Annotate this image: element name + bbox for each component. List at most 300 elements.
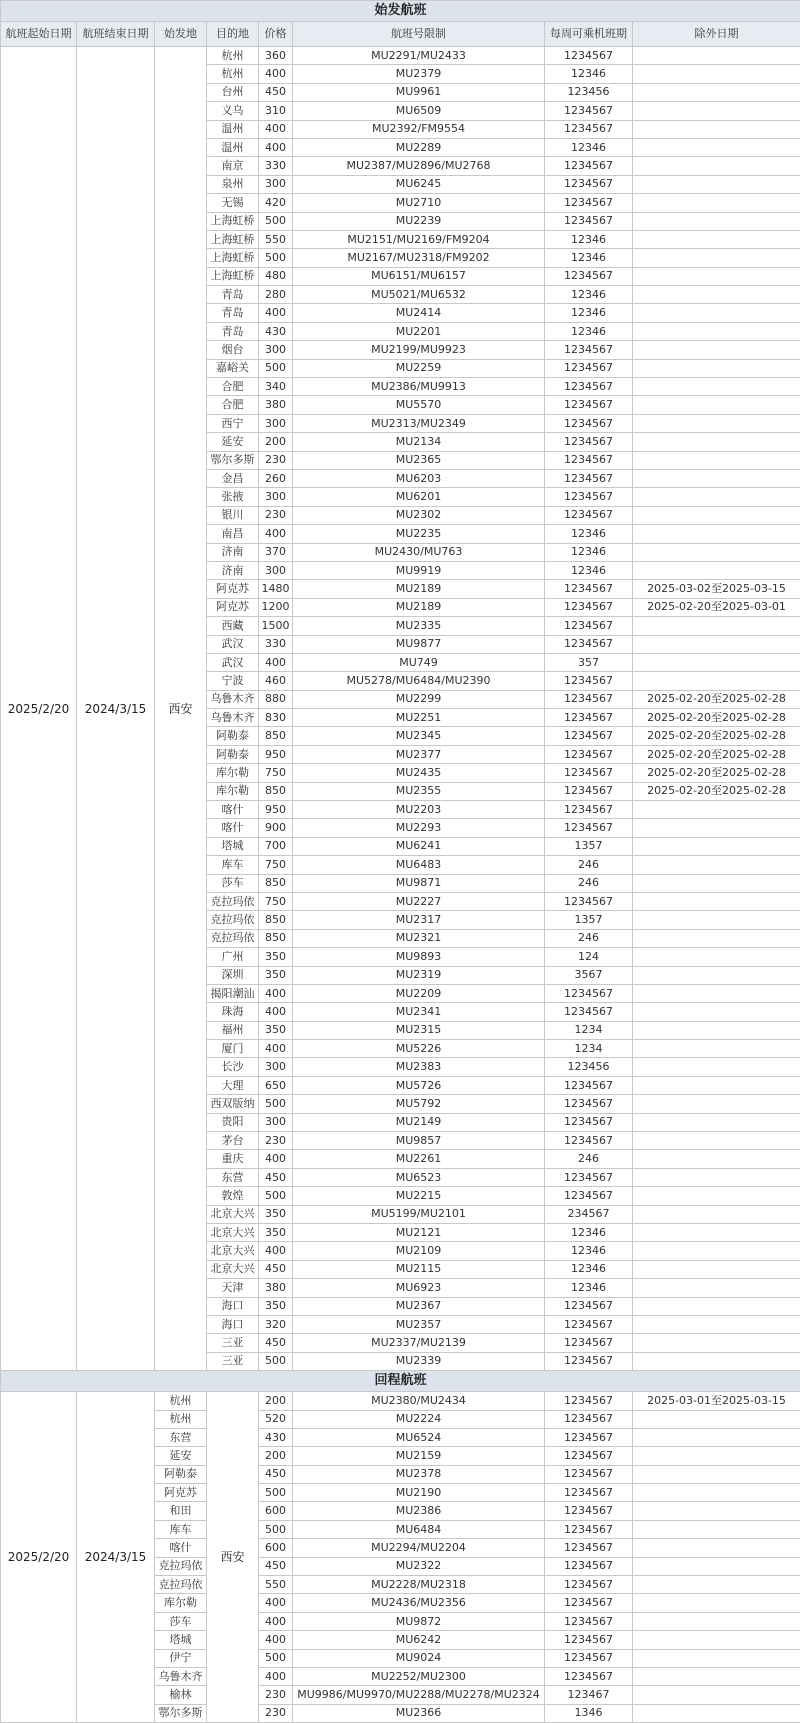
flight-number-cell: MU5570 <box>293 396 545 414</box>
weekly-schedule-cell: 1234567 <box>545 801 633 819</box>
flight-number-cell: MU2341 <box>293 1003 545 1021</box>
price-cell: 430 <box>259 1428 293 1446</box>
price-cell: 360 <box>259 47 293 65</box>
price-cell: 230 <box>259 1704 293 1722</box>
destination-cell: 宁波 <box>207 672 259 690</box>
weekly-schedule-cell: 1234567 <box>545 819 633 837</box>
price-cell: 880 <box>259 690 293 708</box>
weekly-schedule-cell: 1234567 <box>545 488 633 506</box>
price-cell: 230 <box>259 506 293 524</box>
excluded-dates-cell <box>633 929 800 947</box>
destination-cell: 西双版纳 <box>207 1095 259 1113</box>
excluded-dates-cell: 2025-03-01至2025-03-15 <box>633 1392 800 1410</box>
excluded-dates-cell <box>633 672 800 690</box>
destination-cell: 北京大兴 <box>207 1242 259 1260</box>
excluded-dates-cell <box>633 488 800 506</box>
price-cell: 400 <box>259 1040 293 1058</box>
price-cell: 850 <box>259 782 293 800</box>
weekly-schedule-cell: 1234567 <box>545 157 633 175</box>
weekly-schedule-cell: 1234567 <box>545 1003 633 1021</box>
weekly-schedule-cell: 12346 <box>545 230 633 248</box>
destination-cell: 武汉 <box>207 653 259 671</box>
flight-number-cell: MU2261 <box>293 1150 545 1168</box>
price-cell: 450 <box>259 1260 293 1278</box>
excluded-dates-cell <box>633 1021 800 1039</box>
destination-cell: 青岛 <box>207 286 259 304</box>
return-origin-cell: 喀什 <box>155 1539 207 1557</box>
weekly-schedule-cell: 1234567 <box>545 212 633 230</box>
price-cell: 300 <box>259 341 293 359</box>
excluded-dates-cell <box>633 1557 800 1575</box>
flight-number-cell: MU2355 <box>293 782 545 800</box>
price-cell: 950 <box>259 745 293 763</box>
excluded-dates-cell <box>633 911 800 929</box>
return-origin-cell: 杭州 <box>155 1410 207 1428</box>
weekly-schedule-cell: 1234567 <box>545 1410 633 1428</box>
price-cell: 420 <box>259 194 293 212</box>
weekly-schedule-cell: 1234567 <box>545 672 633 690</box>
excluded-dates-cell: 2025-02-20至2025-02-28 <box>633 690 800 708</box>
price-cell: 280 <box>259 286 293 304</box>
destination-cell: 温州 <box>207 138 259 156</box>
flight-number-cell: MU6523 <box>293 1168 545 1186</box>
flight-number-cell: MU2115 <box>293 1260 545 1278</box>
price-cell: 500 <box>259 1095 293 1113</box>
flight-number-cell: MU9857 <box>293 1132 545 1150</box>
excluded-dates-cell <box>633 1428 800 1446</box>
destination-cell: 青岛 <box>207 304 259 322</box>
flight-number-cell: MU2199/MU9923 <box>293 341 545 359</box>
price-cell: 310 <box>259 102 293 120</box>
excluded-dates-cell <box>633 1076 800 1094</box>
excluded-dates-cell <box>633 1187 800 1205</box>
header-origin: 始发地 <box>155 22 207 47</box>
price-cell: 500 <box>259 1187 293 1205</box>
flight-number-cell: MU2239 <box>293 212 545 230</box>
flight-number-cell: MU5199/MU2101 <box>293 1205 545 1223</box>
excluded-dates-cell <box>633 1113 800 1131</box>
excluded-dates-cell <box>633 635 800 653</box>
price-cell: 230 <box>259 1132 293 1150</box>
excluded-dates-cell <box>633 1686 800 1704</box>
price-cell: 230 <box>259 451 293 469</box>
flight-number-cell: MU2387/MU2896/MU2768 <box>293 157 545 175</box>
flight-number-cell: MU2339 <box>293 1352 545 1370</box>
flight-number-cell: MU6241 <box>293 837 545 855</box>
destination-cell: 西藏 <box>207 617 259 635</box>
weekly-schedule-cell: 12346 <box>545 1224 633 1242</box>
flight-number-cell: MU2345 <box>293 727 545 745</box>
destination-cell: 张掖 <box>207 488 259 506</box>
price-cell: 480 <box>259 267 293 285</box>
flight-number-cell: MU2315 <box>293 1021 545 1039</box>
excluded-dates-cell <box>633 1502 800 1520</box>
outbound-end-date: 2024/3/15 <box>77 47 155 1371</box>
price-cell: 450 <box>259 83 293 101</box>
destination-cell: 杭州 <box>207 47 259 65</box>
weekly-schedule-cell: 1234567 <box>545 102 633 120</box>
excluded-dates-cell <box>633 966 800 984</box>
weekly-schedule-cell: 1234567 <box>545 1447 633 1465</box>
return-section-header <box>1 1371 800 1392</box>
flight-number-cell: MU2322 <box>293 1557 545 1575</box>
price-cell: 230 <box>259 1686 293 1704</box>
flight-number-cell: MU2134 <box>293 433 545 451</box>
flight-number-cell: MU2224 <box>293 1410 545 1428</box>
destination-cell: 大理 <box>207 1076 259 1094</box>
destination-cell: 上海虹桥 <box>207 267 259 285</box>
flight-number-cell: MU2319 <box>293 966 545 984</box>
excluded-dates-cell <box>633 819 800 837</box>
excluded-dates-cell <box>633 1576 800 1594</box>
excluded-dates-cell <box>633 1594 800 1612</box>
weekly-schedule-cell: 1234567 <box>545 1576 633 1594</box>
weekly-schedule-cell: 1234567 <box>545 396 633 414</box>
price-cell: 350 <box>259 1205 293 1223</box>
price-cell: 380 <box>259 1279 293 1297</box>
price-cell: 900 <box>259 819 293 837</box>
weekly-schedule-cell: 1234567 <box>545 690 633 708</box>
destination-cell: 茅台 <box>207 1132 259 1150</box>
weekly-schedule-cell: 1234567 <box>545 617 633 635</box>
excluded-dates-cell <box>633 378 800 396</box>
weekly-schedule-cell: 12346 <box>545 304 633 322</box>
flight-number-cell: MU6483 <box>293 856 545 874</box>
excluded-dates-cell: 2025-02-20至2025-02-28 <box>633 727 800 745</box>
price-cell: 370 <box>259 543 293 561</box>
destination-cell: 北京大兴 <box>207 1260 259 1278</box>
weekly-schedule-cell: 1234567 <box>545 506 633 524</box>
excluded-dates-cell <box>633 1520 800 1538</box>
destination-cell: 上海虹桥 <box>207 212 259 230</box>
destination-cell: 揭阳潮汕 <box>207 984 259 1002</box>
excluded-dates-cell <box>633 304 800 322</box>
return-origin-cell: 延安 <box>155 1447 207 1465</box>
outbound-start-date: 2025/2/20 <box>1 47 77 1371</box>
flight-number-cell: MU9024 <box>293 1649 545 1667</box>
weekly-schedule-cell: 123467 <box>545 1686 633 1704</box>
return-origin-cell: 克拉玛依 <box>155 1557 207 1575</box>
column-header-row <box>1 22 800 47</box>
weekly-schedule-cell: 1234567 <box>545 378 633 396</box>
excluded-dates-cell <box>633 506 800 524</box>
price-cell: 460 <box>259 672 293 690</box>
price-cell: 520 <box>259 1410 293 1428</box>
excluded-dates-cell <box>633 1168 800 1186</box>
excluded-dates-cell <box>633 267 800 285</box>
price-cell: 200 <box>259 1447 293 1465</box>
price-cell: 500 <box>259 359 293 377</box>
weekly-schedule-cell: 1234567 <box>545 267 633 285</box>
price-cell: 600 <box>259 1502 293 1520</box>
price-cell: 400 <box>259 1594 293 1612</box>
weekly-schedule-cell: 357 <box>545 653 633 671</box>
weekly-schedule-cell: 1234567 <box>545 1095 633 1113</box>
flight-number-cell: MU2430/MU763 <box>293 543 545 561</box>
weekly-schedule-cell: 1234567 <box>545 194 633 212</box>
price-cell: 430 <box>259 322 293 340</box>
weekly-schedule-cell: 1234567 <box>545 635 633 653</box>
excluded-dates-cell <box>633 653 800 671</box>
excluded-dates-cell <box>633 617 800 635</box>
weekly-schedule-cell: 1234567 <box>545 1113 633 1131</box>
destination-cell: 合肥 <box>207 378 259 396</box>
weekly-schedule-cell: 1234567 <box>545 1187 633 1205</box>
header-weekly-schedule: 每周可乘机班期 <box>545 22 633 47</box>
flight-number-cell: MU6245 <box>293 175 545 193</box>
destination-cell: 延安 <box>207 433 259 451</box>
price-cell: 300 <box>259 414 293 432</box>
excluded-dates-cell <box>633 102 800 120</box>
excluded-dates-cell <box>633 249 800 267</box>
excluded-dates-cell <box>633 1447 800 1465</box>
price-cell: 500 <box>259 1352 293 1370</box>
return-end-date: 2024/3/15 <box>77 1392 155 1723</box>
weekly-schedule-cell: 1234567 <box>545 47 633 65</box>
flight-number-cell: MU2149 <box>293 1113 545 1131</box>
destination-cell: 北京大兴 <box>207 1224 259 1242</box>
price-cell: 750 <box>259 892 293 910</box>
excluded-dates-cell <box>633 341 800 359</box>
flight-number-cell: MU2380/MU2434 <box>293 1392 545 1410</box>
destination-cell: 海口 <box>207 1315 259 1333</box>
excluded-dates-cell <box>633 1224 800 1242</box>
return-section-title: 回程航班 <box>1 1371 800 1392</box>
weekly-schedule-cell: 12346 <box>545 65 633 83</box>
excluded-dates-cell <box>633 1003 800 1021</box>
price-cell: 750 <box>259 856 293 874</box>
flight-number-cell: MU2710 <box>293 194 545 212</box>
price-cell: 200 <box>259 433 293 451</box>
price-cell: 550 <box>259 1576 293 1594</box>
destination-cell: 重庆 <box>207 1150 259 1168</box>
destination-cell: 敦煌 <box>207 1187 259 1205</box>
destination-cell: 海口 <box>207 1297 259 1315</box>
weekly-schedule-cell: 1234567 <box>545 1297 633 1315</box>
flight-number-cell: MU2167/MU2318/FM9202 <box>293 249 545 267</box>
destination-cell: 库尔勒 <box>207 764 259 782</box>
destination-cell: 三亚 <box>207 1334 259 1352</box>
price-cell: 350 <box>259 966 293 984</box>
return-origin-cell: 鄂尔多斯 <box>155 1704 207 1722</box>
destination-cell: 台州 <box>207 83 259 101</box>
weekly-schedule-cell: 1234567 <box>545 984 633 1002</box>
destination-cell: 天津 <box>207 1279 259 1297</box>
flight-number-cell: MU6151/MU6157 <box>293 267 545 285</box>
flight-number-cell: MU9986/MU9970/MU2288/MU2278/MU2324 <box>293 1686 545 1704</box>
weekly-schedule-cell: 246 <box>545 1150 633 1168</box>
destination-cell: 青岛 <box>207 322 259 340</box>
flight-number-cell: MU2365 <box>293 451 545 469</box>
weekly-schedule-cell: 1234567 <box>545 1649 633 1667</box>
weekly-schedule-cell: 1234567 <box>545 764 633 782</box>
flight-number-cell: MU2251 <box>293 709 545 727</box>
weekly-schedule-cell: 1234567 <box>545 120 633 138</box>
return-origin-cell: 榆林 <box>155 1686 207 1704</box>
price-cell: 350 <box>259 1224 293 1242</box>
price-cell: 1500 <box>259 617 293 635</box>
return-origin-cell: 塔城 <box>155 1631 207 1649</box>
destination-cell: 银川 <box>207 506 259 524</box>
weekly-schedule-cell: 1234567 <box>545 1168 633 1186</box>
destination-cell: 义乌 <box>207 102 259 120</box>
flight-number-cell: MU2227 <box>293 892 545 910</box>
weekly-schedule-cell: 12346 <box>545 138 633 156</box>
excluded-dates-cell <box>633 230 800 248</box>
flight-number-cell: MU2302 <box>293 506 545 524</box>
excluded-dates-cell <box>633 286 800 304</box>
excluded-dates-cell <box>633 451 800 469</box>
flight-number-cell: MU2228/MU2318 <box>293 1576 545 1594</box>
price-cell: 400 <box>259 304 293 322</box>
weekly-schedule-cell: 1234567 <box>545 341 633 359</box>
price-cell: 340 <box>259 378 293 396</box>
excluded-dates-cell <box>633 1539 800 1557</box>
weekly-schedule-cell: 12346 <box>545 525 633 543</box>
destination-cell: 阿勒泰 <box>207 745 259 763</box>
destination-cell: 西宁 <box>207 414 259 432</box>
price-cell: 850 <box>259 874 293 892</box>
header-price: 价格 <box>259 22 293 47</box>
destination-cell: 阿克苏 <box>207 580 259 598</box>
price-cell: 350 <box>259 1297 293 1315</box>
price-cell: 400 <box>259 1667 293 1685</box>
return-origin-cell: 阿勒泰 <box>155 1465 207 1483</box>
price-cell: 400 <box>259 1150 293 1168</box>
weekly-schedule-cell: 1234567 <box>545 1612 633 1630</box>
excluded-dates-cell <box>633 1612 800 1630</box>
destination-cell: 喀什 <box>207 801 259 819</box>
excluded-dates-cell <box>633 194 800 212</box>
outbound-row <box>1 47 800 65</box>
flight-number-cell: MU2203 <box>293 801 545 819</box>
destination-cell: 三亚 <box>207 1352 259 1370</box>
price-cell: 830 <box>259 709 293 727</box>
flight-number-cell: MU2190 <box>293 1484 545 1502</box>
weekly-schedule-cell: 3567 <box>545 966 633 984</box>
price-cell: 400 <box>259 1242 293 1260</box>
price-cell: 350 <box>259 948 293 966</box>
excluded-dates-cell <box>633 1704 800 1722</box>
excluded-dates-cell <box>633 433 800 451</box>
price-cell: 400 <box>259 1003 293 1021</box>
weekly-schedule-cell: 1234567 <box>545 727 633 745</box>
flight-number-cell: MU2435 <box>293 764 545 782</box>
return-origin-cell: 库车 <box>155 1520 207 1538</box>
return-origin-cell: 伊宁 <box>155 1649 207 1667</box>
flight-number-cell: MU6524 <box>293 1428 545 1446</box>
weekly-schedule-cell: 1357 <box>545 837 633 855</box>
flight-number-cell: MU2109 <box>293 1242 545 1260</box>
price-cell: 330 <box>259 635 293 653</box>
flight-number-cell: MU2313/MU2349 <box>293 414 545 432</box>
excluded-dates-cell <box>633 1058 800 1076</box>
excluded-dates-cell <box>633 948 800 966</box>
excluded-dates-cell <box>633 414 800 432</box>
excluded-dates-cell <box>633 396 800 414</box>
price-cell: 500 <box>259 1520 293 1538</box>
return-start-date: 2025/2/20 <box>1 1392 77 1723</box>
price-cell: 500 <box>259 249 293 267</box>
price-cell: 200 <box>259 1392 293 1410</box>
price-cell: 600 <box>259 1539 293 1557</box>
return-origin-cell: 克拉玛依 <box>155 1576 207 1594</box>
excluded-dates-cell <box>633 469 800 487</box>
weekly-schedule-cell: 12346 <box>545 1242 633 1260</box>
excluded-dates-cell <box>633 1410 800 1428</box>
destination-cell: 合肥 <box>207 396 259 414</box>
flight-number-cell: MU2383 <box>293 1058 545 1076</box>
flight-number-cell: MU2366 <box>293 1704 545 1722</box>
price-cell: 400 <box>259 1631 293 1649</box>
weekly-schedule-cell: 1234567 <box>545 359 633 377</box>
price-cell: 400 <box>259 65 293 83</box>
destination-cell: 上海虹桥 <box>207 230 259 248</box>
weekly-schedule-cell: 123456 <box>545 1058 633 1076</box>
weekly-schedule-cell: 1234567 <box>545 1465 633 1483</box>
flight-number-cell: MU2159 <box>293 1447 545 1465</box>
price-cell: 400 <box>259 1612 293 1630</box>
price-cell: 450 <box>259 1168 293 1186</box>
price-cell: 300 <box>259 1058 293 1076</box>
price-cell: 950 <box>259 801 293 819</box>
destination-cell: 东营 <box>207 1168 259 1186</box>
flight-number-cell: MU2321 <box>293 929 545 947</box>
destination-cell: 南京 <box>207 157 259 175</box>
excluded-dates-cell <box>633 1242 800 1260</box>
flight-number-cell: MU2215 <box>293 1187 545 1205</box>
weekly-schedule-cell: 1234567 <box>545 709 633 727</box>
weekly-schedule-cell: 246 <box>545 874 633 892</box>
weekly-schedule-cell: 1234567 <box>545 892 633 910</box>
weekly-schedule-cell: 12346 <box>545 561 633 579</box>
price-cell: 380 <box>259 396 293 414</box>
destination-cell: 克拉玛依 <box>207 929 259 947</box>
header-excluded-dates: 除外日期 <box>633 22 800 47</box>
return-origin-cell: 阿克苏 <box>155 1484 207 1502</box>
excluded-dates-cell <box>633 1649 800 1667</box>
excluded-dates-cell <box>633 322 800 340</box>
price-cell: 500 <box>259 1649 293 1667</box>
destination-cell: 阿克苏 <box>207 598 259 616</box>
weekly-schedule-cell: 1234567 <box>545 1428 633 1446</box>
price-cell: 400 <box>259 653 293 671</box>
excluded-dates-cell <box>633 1040 800 1058</box>
destination-cell: 福州 <box>207 1021 259 1039</box>
return-row <box>1 1392 800 1410</box>
excluded-dates-cell: 2025-03-02至2025-03-15 <box>633 580 800 598</box>
flight-number-cell: MU6509 <box>293 102 545 120</box>
flight-number-cell: MU2294/MU2204 <box>293 1539 545 1557</box>
flight-number-cell: MU2121 <box>293 1224 545 1242</box>
price-cell: 450 <box>259 1465 293 1483</box>
destination-cell: 鄂尔多斯 <box>207 451 259 469</box>
flight-number-cell: MU2289 <box>293 138 545 156</box>
weekly-schedule-cell: 1234567 <box>545 1502 633 1520</box>
flight-number-cell: MU749 <box>293 653 545 671</box>
excluded-dates-cell <box>633 1315 800 1333</box>
price-cell: 300 <box>259 561 293 579</box>
destination-cell: 深圳 <box>207 966 259 984</box>
destination-cell: 乌鲁木齐 <box>207 690 259 708</box>
flight-number-cell: MU2367 <box>293 1297 545 1315</box>
excluded-dates-cell <box>633 1334 800 1352</box>
destination-cell: 武汉 <box>207 635 259 653</box>
header-destination: 目的地 <box>207 22 259 47</box>
price-cell: 400 <box>259 138 293 156</box>
flight-number-cell: MU5726 <box>293 1076 545 1094</box>
weekly-schedule-cell: 234567 <box>545 1205 633 1223</box>
